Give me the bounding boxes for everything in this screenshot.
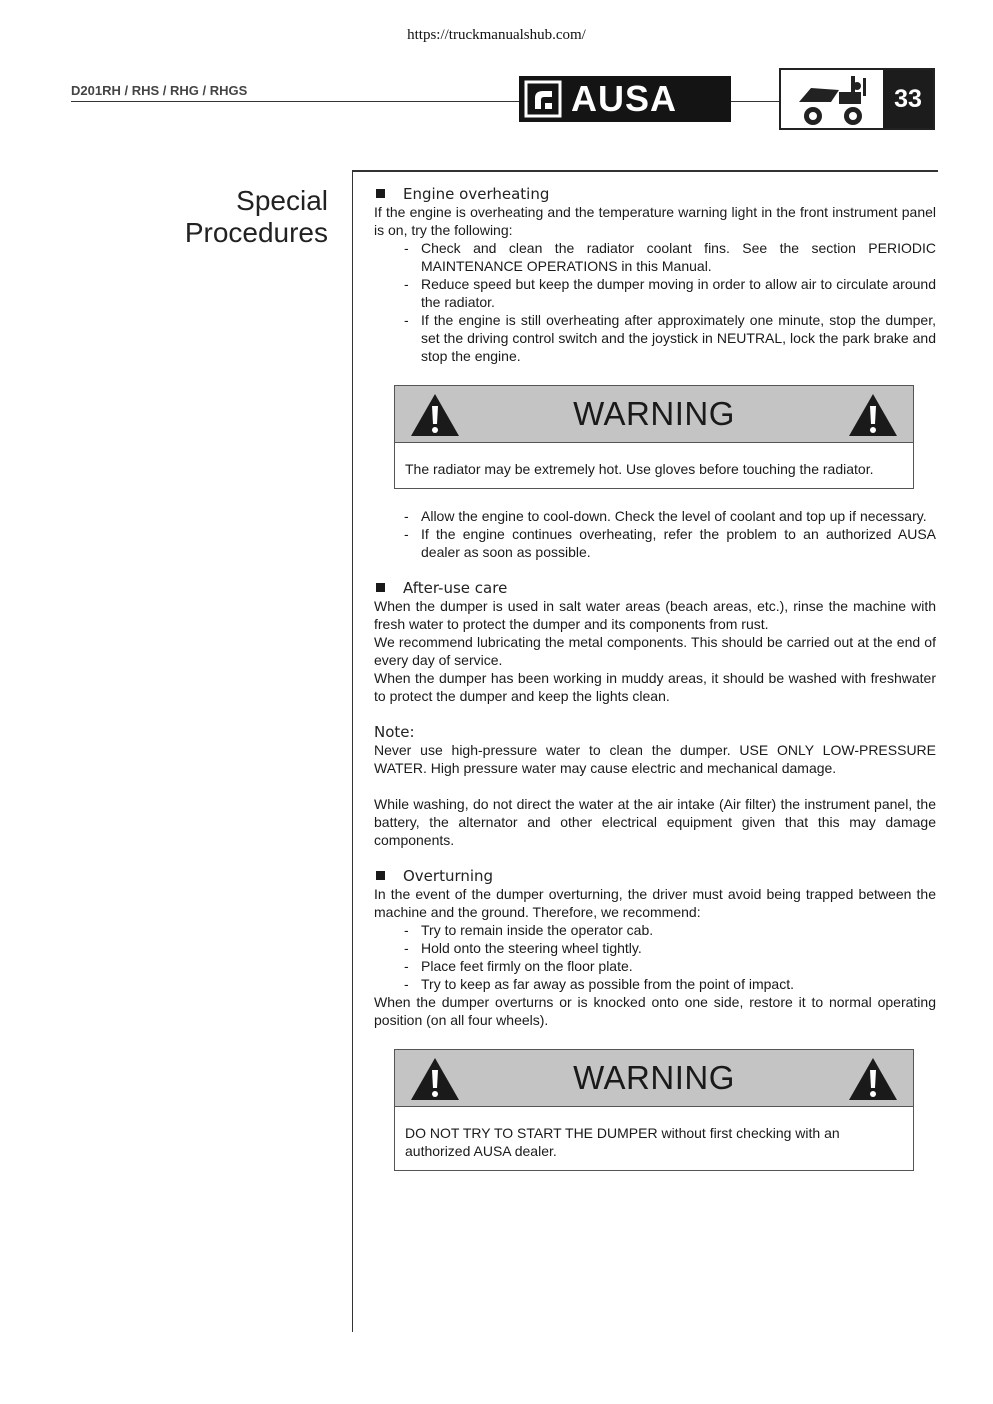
warning-box-restart [394, 1049, 914, 1171]
list-item: - If the engine continues overheating, refer the problem to an authorized AUSA dealer as soon as possible. [404, 525, 936, 561]
warning-triangle-icon [847, 392, 899, 438]
paragraph: When the dumper is used in salt water areas (beach areas, etc.), rinse the machine with fresh water to protect the dumper and its components from rust. [374, 598, 936, 632]
note-label: Note: [374, 723, 415, 741]
source-url: https://truckmanualshub.com/ [407, 27, 586, 43]
list-item: - Hold onto the steering wheel tightly. [404, 939, 936, 957]
warning-triangle-icon [409, 392, 461, 438]
page-number: 33 [883, 70, 933, 128]
square-bullet-icon [376, 583, 385, 592]
washing-text: While washing, do not direct the water at the air intake (Air filter) the instrument panel, the battery, the alternator and other electrical equipment given that this may damage components. [374, 796, 936, 848]
page-badge [779, 68, 935, 130]
warning-title: WARNING [573, 1059, 735, 1096]
column-divider [352, 172, 353, 1332]
list-item: - Check and clean the radiator coolant fins. See the section PERIODIC MAINTENANCE OPERATIONS in this Manual. [404, 239, 936, 275]
warning-title: WARNING [573, 395, 735, 432]
overturning-outro: When the dumper overturns or is knocked onto one side, restore it to normal operating position (on all four wheels). [374, 994, 936, 1028]
overturning-steps [374, 921, 936, 993]
warning-text: DO NOT TRY TO START THE DUMPER without first checking with an authorized AUSA dealer. [405, 1125, 840, 1159]
list-item: - If the engine is still overheating after approximately one minute, stop the dumper, set the driving control switch and the joystick in NEUTRAL, lock the park brake and stop the engine. [404, 311, 936, 365]
square-bullet-icon [376, 189, 385, 198]
list-item: - Reduce speed but keep the dumper moving in order to allow air to circulate around the radiator. [404, 275, 936, 311]
paragraph: We recommend lubricating the metal components. This should be carried out at the end of every day of service. [374, 634, 936, 668]
note-text: Never use high-pressure water to clean the dumper. USE ONLY LOW-PRESSURE WATER. High pressure water may cause electric and mechanical damage. [374, 742, 936, 776]
header-rule-left [71, 101, 519, 102]
engine-overheating-steps [374, 239, 936, 365]
heading-engine-overheating: Engine overheating [374, 185, 936, 203]
warning-triangle-icon [409, 1056, 461, 1102]
content-top-rule [352, 170, 938, 172]
ausa-logo [519, 76, 731, 122]
engine-overheating-steps-continued [374, 507, 936, 561]
warning-box-radiator [394, 385, 914, 489]
model-designation: D201RH / RHS / RHG / RHGS [71, 83, 248, 98]
dumper-icon [791, 74, 881, 128]
brand-name: AUSA [571, 78, 678, 119]
section-title [185, 185, 328, 249]
warning-text: The radiator may be extremely hot. Use gloves before touching the radiator. [405, 461, 874, 477]
engine-overheating-intro: If the engine is overheating and the temperature warning light in the front instrument panel is on, try the following: [374, 204, 936, 238]
list-item: - Try to remain inside the operator cab. [404, 921, 936, 939]
square-bullet-icon [376, 871, 385, 880]
list-item: - Place feet firmly on the floor plate. [404, 957, 936, 975]
overturning-intro: In the event of the dumper overturning, the driver must avoid being trapped between the machine and the ground. Therefore, we recommend: [374, 886, 936, 920]
header-rule-right [731, 101, 779, 102]
list-item: - Allow the engine to cool-down. Check the level of coolant and top up if necessary. [404, 507, 936, 525]
warning-header [395, 386, 913, 443]
section-title-line2: Procedures [184, 217, 328, 248]
main-content [374, 185, 936, 1171]
paragraph: When the dumper has been working in muddy areas, it should be washed with freshwater to protect the dumper and keep the lights clean. [374, 670, 936, 704]
warning-triangle-icon [847, 1056, 899, 1102]
ausa-logo-mark-icon [523, 79, 563, 119]
section-title-line1: Special [236, 185, 328, 216]
list-item: - Try to keep as far away as possible from the point of impact. [404, 975, 936, 993]
heading-after-use-care: After-use care [374, 579, 936, 597]
warning-header [395, 1050, 913, 1107]
heading-overturning: Overturning [374, 867, 936, 885]
